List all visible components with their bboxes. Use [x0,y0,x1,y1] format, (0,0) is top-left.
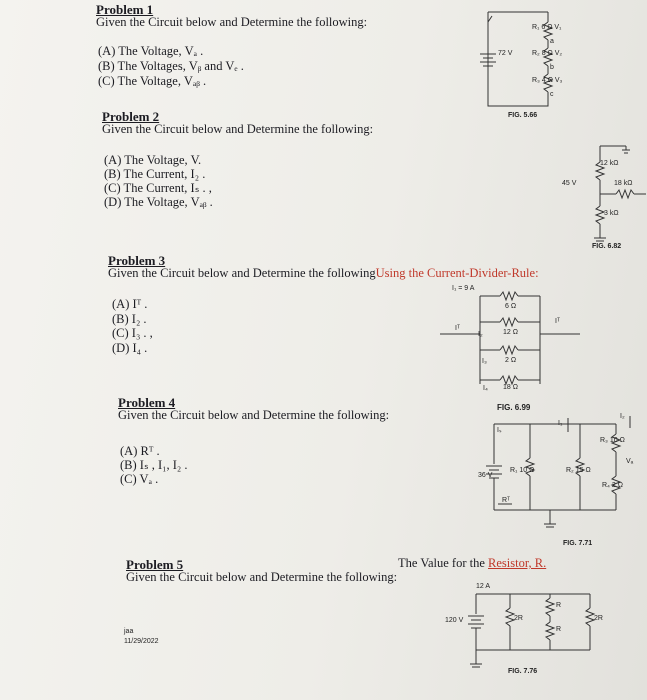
fig-5-66-label: FIG. 5.66 [508,112,538,119]
fig-7-76-current: 12 A [476,583,491,590]
problem-2-instruction: Given the Circuit below and Determine the following: [102,122,374,136]
fig-5-66-r1: R₁ 6 Ω V₁ [532,24,562,31]
fig-6-82-source: 45 V [562,180,577,187]
problem-4-instruction: Given the Circuit below and Determine the following: [118,408,390,422]
problem-5-heading: Problem 5 [126,557,184,572]
problem-3-item-a: (A) Iᵀ . [112,297,148,311]
problem-1-item-b: (B) The Voltages, Vᵦ and Vₑ . [98,59,244,73]
problem-2-item-c: (C) The Current, Iₛ . , [104,181,212,195]
problem-5-instruction: Given the Circuit below and Determine the following: [126,570,398,584]
fig-7-71-r1: R₁ 10 Ω [510,467,535,474]
fig-7-76-r3: R [556,626,562,633]
fig-7-76-r4: 2R [594,615,603,622]
fig-7-71-i1: I₁ [558,420,563,427]
fig-7-71-label: FIG. 7.71 [563,540,593,547]
problem-1-item-a: (A) The Voltage, Vₐ . [98,44,204,58]
fig-6-99-r4: 18 Ω [503,384,518,391]
problem-2-item-b: (B) The Current, I₂ . [104,167,206,181]
stamp-initials: jaa [124,628,134,635]
figure-6-82-circuit [560,140,647,244]
fig-5-66-node-b: b [550,64,554,71]
fig-6-82-r2: 18 kΩ [614,180,633,187]
problem-2-item-a: (A) The Voltage, V. [104,153,202,167]
fig-6-99-top-current: I₁ = 9 A [452,285,475,292]
fig-6-99-r1: 6 Ω [505,303,517,310]
problem-4-item-a: (A) Rᵀ . [120,444,160,458]
problem-2-heading: Problem 2 [102,109,160,124]
problem-5-question-text: The Value for the [398,556,485,570]
fig-7-71-va: Vₐ [626,458,634,465]
fig-7-76-r1: 2R [514,615,523,622]
problem-1-instruction: Given the Circuit below and Determine the following: [96,15,368,29]
fig-7-76-label: FIG. 7.76 [508,668,538,675]
fig-7-71-is: Iₛ [497,427,502,434]
fig-6-99-i3: I₃ [482,358,487,365]
fig-7-71-r2: R₂ 15 Ω [566,467,591,474]
fig-6-82-r3: 3 kΩ [604,210,619,217]
fig-7-71-source: 36 V [478,472,493,479]
problem-4-item-c: (C) Vₐ . [120,472,159,486]
fig-5-66-source: 72 V [498,50,513,57]
fig-6-99-it-out: Iᵀ [555,318,560,325]
figure-6-99-circuit [440,284,580,394]
fig-7-71-rt: Rᵀ [502,497,511,504]
problem-4-item-b: (B) Iₛ , I₁, I₂ . [120,458,188,472]
problem-4-heading: Problem 4 [118,395,176,410]
fig-6-82-label: FIG. 6.82 [592,243,622,250]
problem-5-question [398,556,546,570]
fig-5-66-node-a: a [550,38,554,45]
fig-6-99-i4: I₄ [483,385,488,392]
fig-6-99-i2: I₂ [478,331,483,338]
problem-2-item-d: (D) The Voltage, Vₐᵦ . [104,195,213,209]
fig-5-66-r3: R₃ 4 Ω V₃ [532,77,563,84]
figure-7-76-circuit [440,584,620,674]
stamp-date: 11/29/2022 [124,638,159,645]
fig-7-71-r3: R₃ 10 Ω [600,437,625,444]
problem-1-item-c: (C) The Voltage, Vₐᵦ . [98,74,207,88]
problem-5-question-highlight: Resistor, R. [488,556,547,570]
problem-3-instruction-text: Given the Circuit below and Determine the following [108,266,376,280]
fig-7-76-r2: R [556,602,562,609]
fig-5-66-node-c: c [550,91,554,98]
problem-3-item-d: (D) I₄ . [112,341,148,355]
figure-7-71-circuit [480,414,647,542]
problem-3-heading: Problem 3 [108,253,166,268]
fig-6-99-r3: 2 Ω [505,357,517,364]
fig-7-71-i2: I₂ [620,413,625,420]
fig-7-71-r4: R₄ 2 Ω [602,482,623,489]
fig-5-66-r2: R₂ 8 Ω V₂ [532,50,563,57]
fig-6-99-r2: 12 Ω [503,329,518,336]
fig-6-99-it-in: Iᵀ [455,325,460,332]
problem-1-heading: Problem 1 [96,2,154,17]
problem-3-instruction-highlight: Using the Current-Divider-Rule: [375,266,539,280]
problem-3-item-b: (B) I₂ . [112,312,147,326]
problem-3-item-c: (C) I₃ . , [112,326,153,340]
fig-6-99-label: FIG. 6.99 [497,403,531,412]
problem-3-instruction [108,266,539,280]
fig-7-76-source: 120 V [445,617,464,624]
fig-6-82-r1: 12 kΩ [600,160,619,167]
